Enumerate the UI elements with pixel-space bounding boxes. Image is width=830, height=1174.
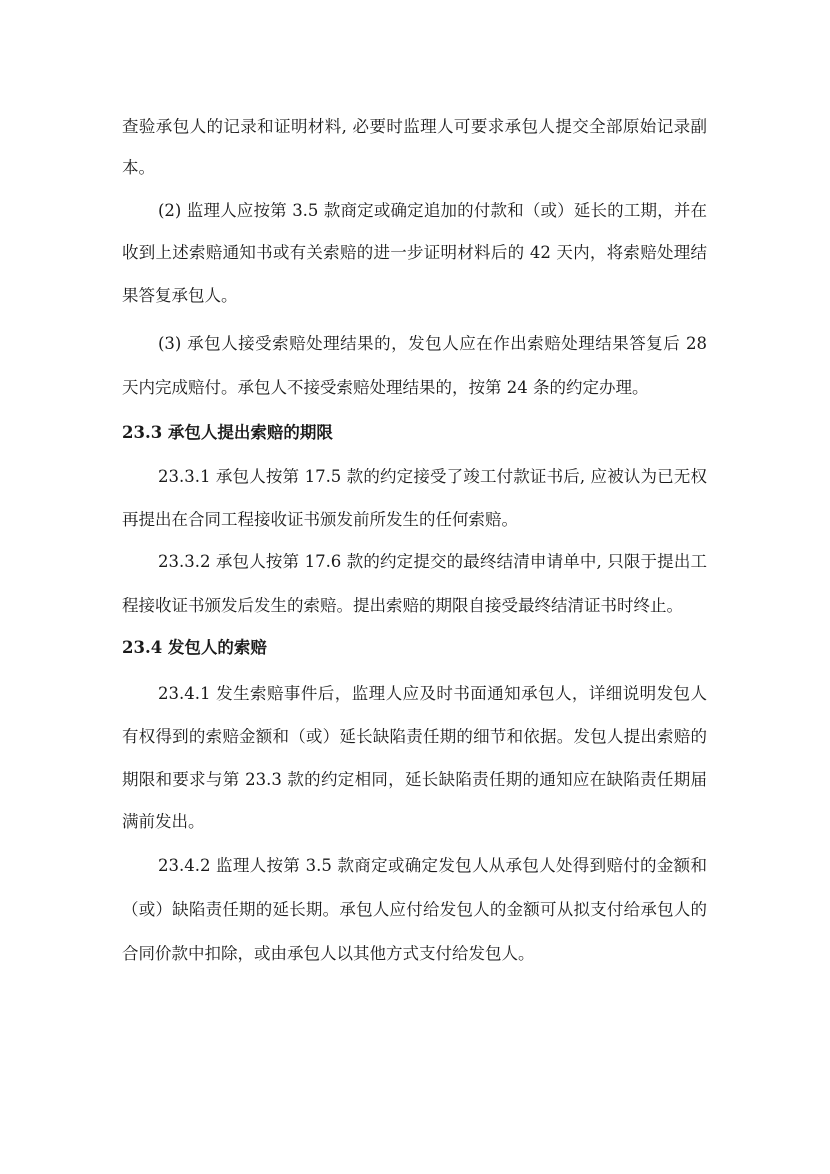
paragraph-line: （或）缺陷责任期的延长期。承包人应付给发包人的金额可从拟支付给承包人的 xyxy=(122,900,707,919)
paragraph-line: (2) 监理人应按第 3.5 款商定或确定追加的付款和（或）延长的工期，并在 xyxy=(158,201,707,220)
section-heading: 23.4 发包人的索赔 xyxy=(122,638,267,657)
paragraph-line: 23.3.1 承包人按第 17.5 款的约定接受了竣工付款证书后, 应被认为已无权 xyxy=(158,467,707,486)
paragraph-line: 满前发出。 xyxy=(122,812,205,831)
paragraph-line: 程接收证书颁发后发生的索赔。提出索赔的期限自接受最终结清证书时终止。 xyxy=(122,596,683,615)
paragraph-line: 23.4.2 监理人按第 3.5 款商定或确定发包人从承包人处得到赔付的金额和 xyxy=(158,856,707,875)
paragraph-line: (3) 承包人接受索赔处理结果的，发包人应在作出索赔处理结果答复后 28 xyxy=(158,334,707,353)
paragraph-line: 23.4.1 发生索赔事件后，监理人应及时书面通知承包人，详细说明发包人 xyxy=(158,684,707,703)
section-heading: 23.3 承包人提出索赔的期限 xyxy=(122,423,333,442)
paragraph-line: 再提出在合同工程接收证书颁发前所发生的任何索赔。 xyxy=(122,510,518,529)
paragraph-line: 期限和要求与第 23.3 款的约定相同，延长缺陷责任期的通知应在缺陷责任期届 xyxy=(122,770,707,789)
paragraph-line: 23.3.2 承包人按第 17.6 款的约定提交的最终结清申请单中, 只限于提出工 xyxy=(158,552,707,571)
paragraph-line: 合同价款中扣除，或由承包人以其他方式支付给发包人。 xyxy=(122,944,535,963)
paragraph-line: 收到上述索赔通知书或有关索赔的进一步证明材料后的 42 天内，将索赔处理结 xyxy=(122,243,707,262)
paragraph-line: 天内完成赔付。承包人不接受索赔处理结果的，按第 24 条的约定办理。 xyxy=(122,378,649,397)
paragraph-line: 有权得到的索赔金额和（或）延长缺陷责任期的细节和依据。发包人提出索赔的 xyxy=(122,727,707,746)
paragraph-line: 果答复承包人。 xyxy=(122,286,238,305)
paragraph-line: 查验承包人的记录和证明材料, 必要时监理人可要求承包人提交全部原始记录副 xyxy=(122,117,707,136)
paragraph-line: 本。 xyxy=(122,158,155,177)
